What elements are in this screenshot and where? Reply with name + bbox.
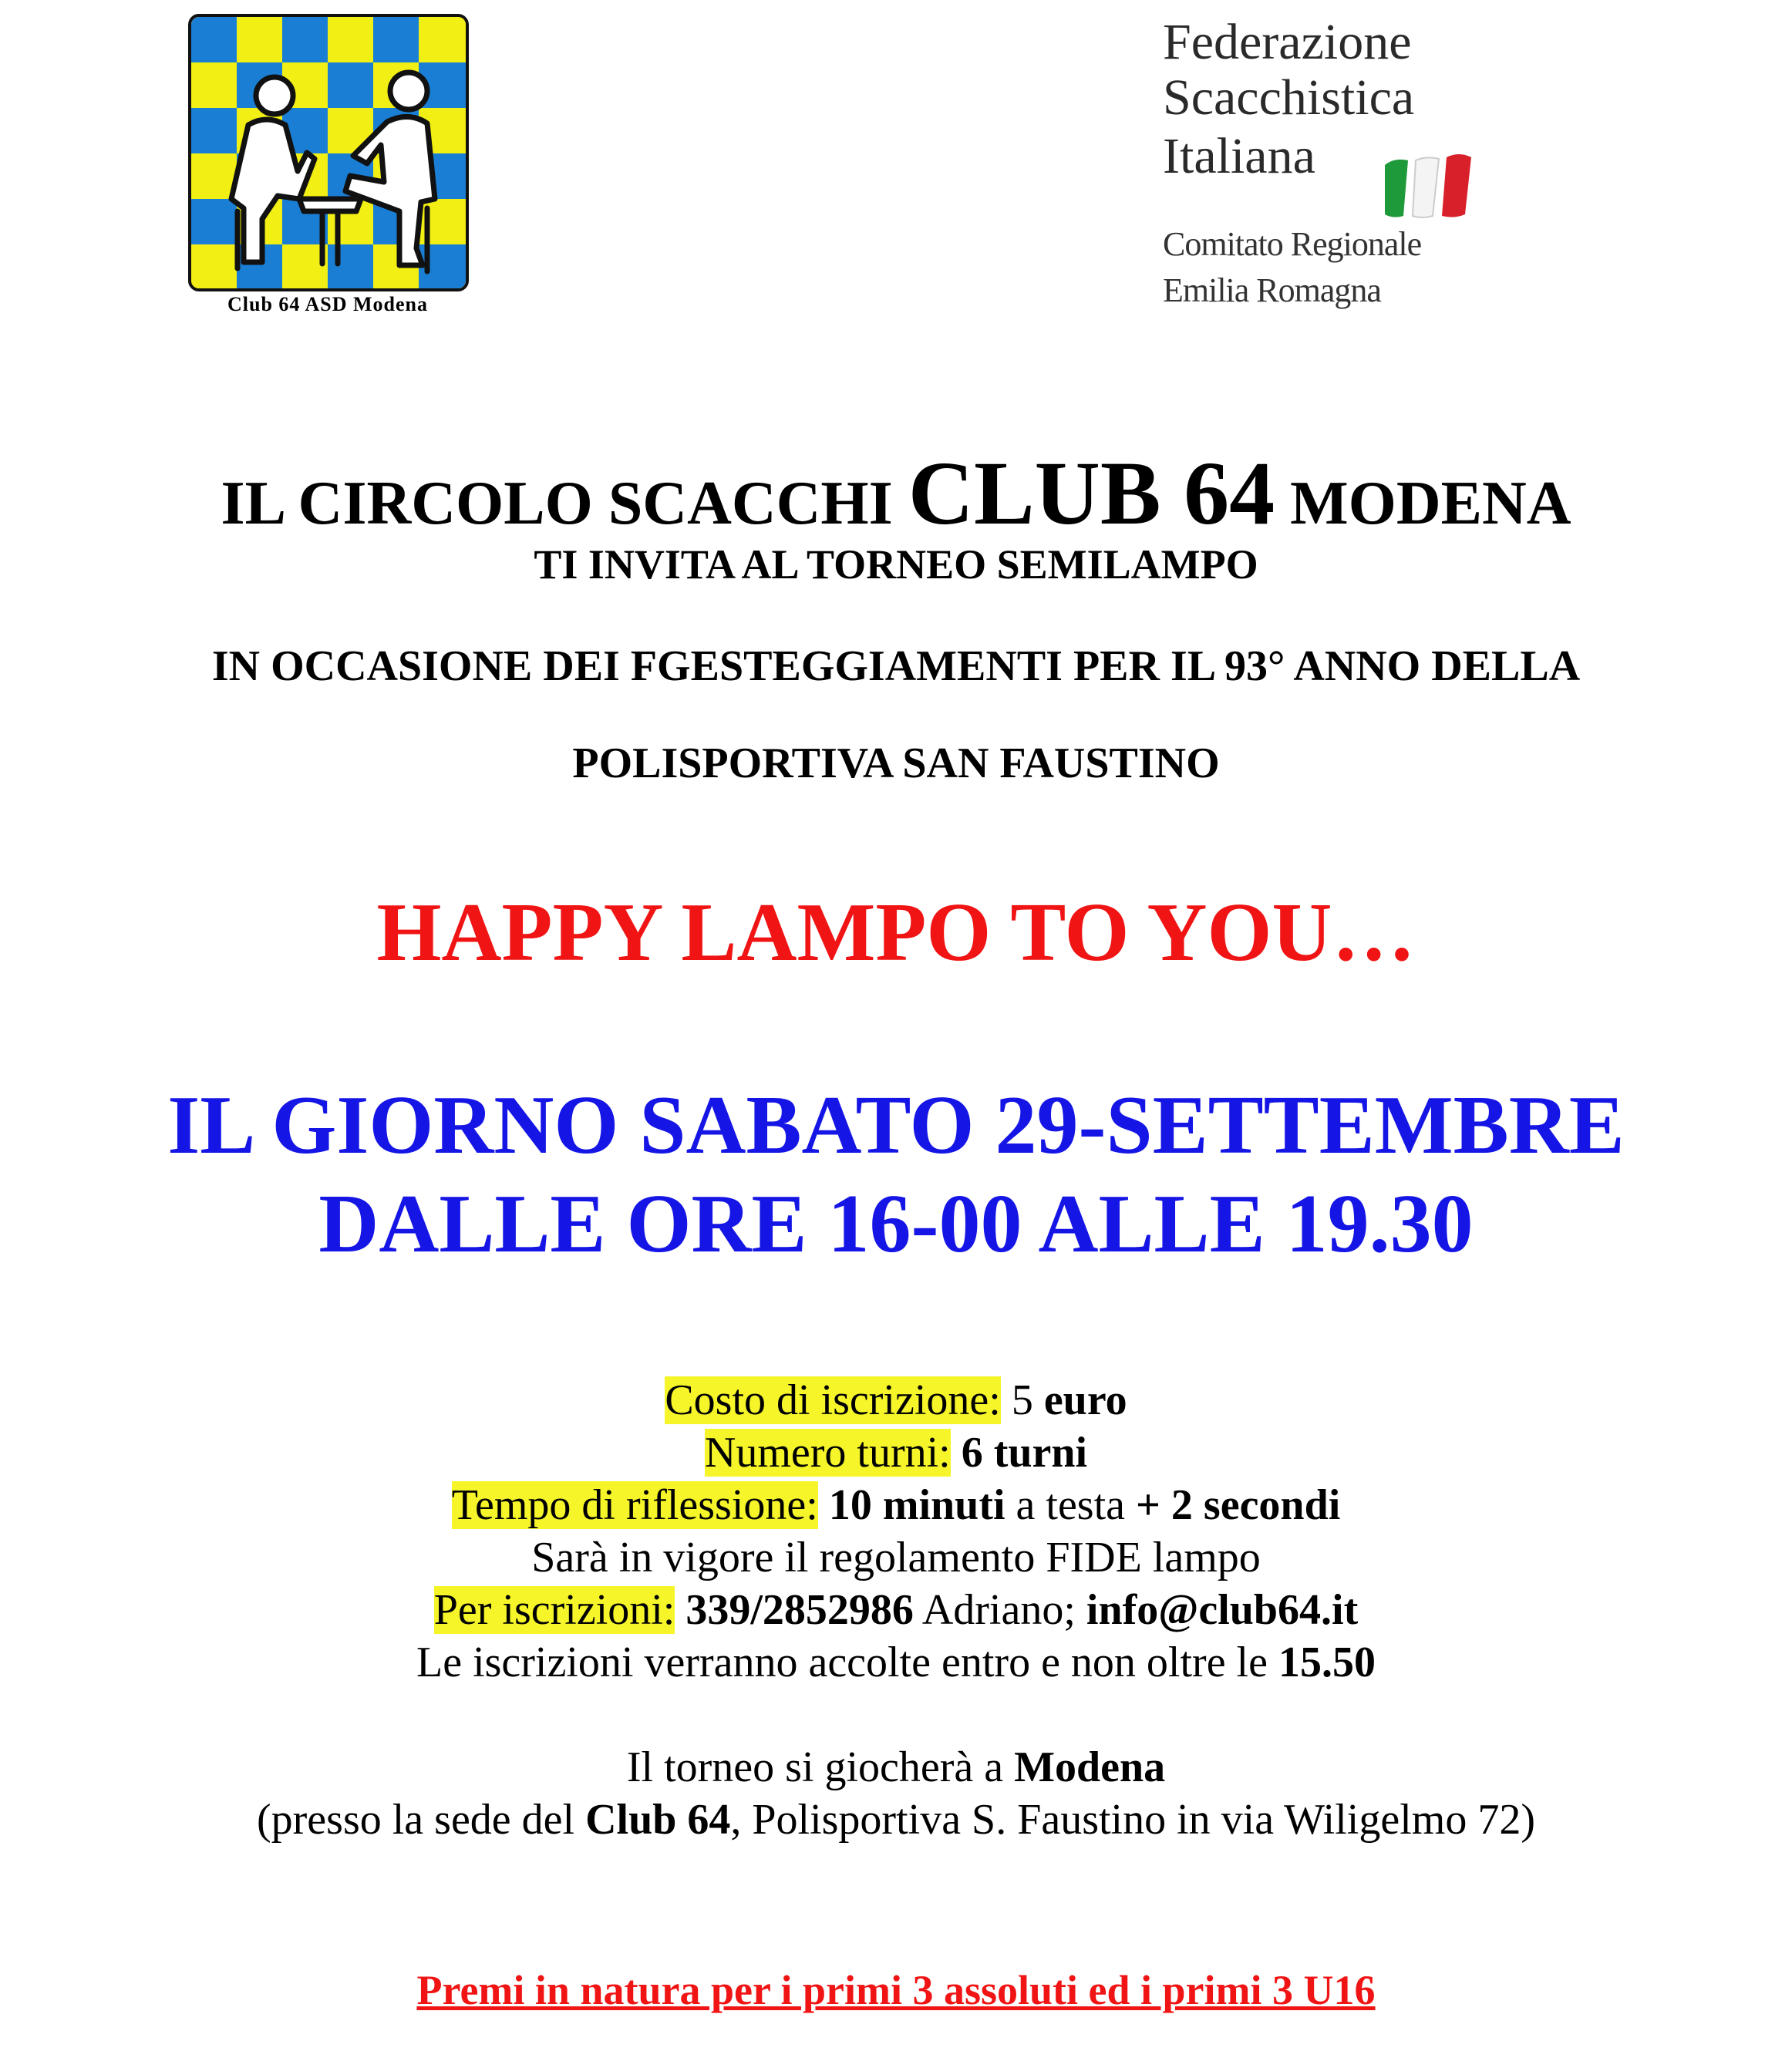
fsi-logo-line-2: Scacchistica — [1163, 69, 1415, 126]
registration-contact-name: Adriano; — [913, 1586, 1086, 1634]
fee-label: Costo di iscrizione: — [665, 1376, 1001, 1424]
rounds-label: Numero turni: — [704, 1429, 951, 1477]
event-time: DALLE ORE 16-00 ALLE 19.30 — [318, 1178, 1474, 1270]
fee-unit: euro — [1043, 1376, 1127, 1424]
fee-line — [0, 1374, 1792, 1426]
event-date: IL GIORNO SABATO 29-SETTEMBRE — [167, 1080, 1625, 1171]
venue-address-post: , Polisportiva S. Faustino in via Wiligelmo 72) — [730, 1796, 1535, 1844]
event-name: HAPPY LAMPO TO YOU… — [376, 887, 1416, 978]
rounds-value: 6 turni — [950, 1429, 1088, 1477]
fee-amount: 5 — [1000, 1376, 1044, 1424]
title-prefix: IL CIRCOLO SCACCHI — [221, 470, 908, 537]
fsi-logo — [1163, 15, 1517, 316]
title-suffix: MODENA — [1275, 470, 1571, 537]
venue-intro: Il torneo si giocherà a — [626, 1743, 1015, 1791]
chess-players-icon — [191, 17, 466, 288]
venue-address-pre: (presso la sede del — [257, 1796, 586, 1844]
deadline-line — [0, 1636, 1792, 1689]
time-control-minutes: 10 minuti — [817, 1481, 1005, 1529]
deadline-time: 15.50 — [1278, 1639, 1376, 1686]
prizes-line: Premi in natura per i primi 3 assoluti ed i primi 3 U16 — [416, 1967, 1376, 2013]
subtitle: TI INVITA AL TORNEO SEMILAMPO — [534, 541, 1258, 588]
fsi-logo-line-1: Federazione — [1163, 14, 1412, 70]
time-control-increment: + 2 secondi — [1136, 1481, 1341, 1529]
club64-logo-caption: Club 64 ASD Modena — [227, 293, 428, 315]
fsi-logo-line-3: Italiana — [1163, 128, 1315, 184]
registration-phone: 339/2852986 — [675, 1586, 914, 1634]
title-club-name: CLUB 64 — [908, 443, 1275, 544]
venue-line-1 — [0, 1741, 1792, 1794]
fsi-logo-sub-line-2: Emilia Romagna — [1163, 271, 1381, 309]
venue-club: Club 64 — [585, 1796, 731, 1844]
venue-line-2 — [0, 1794, 1792, 1846]
registration-label: Per iscrizioni: — [433, 1586, 675, 1634]
venue-city: Modena — [1014, 1743, 1166, 1791]
occasion-line-1: IN OCCASIONE DEI FGESTEGGIAMENTI PER IL 93° ANNO DELLA — [211, 642, 1581, 690]
time-control-mid: a testa — [1005, 1481, 1137, 1529]
registration-email: info@club64.it — [1086, 1586, 1359, 1634]
time-control-line — [0, 1479, 1792, 1531]
occasion-line-2: POLISPORTIVA SAN FAUSTINO — [572, 739, 1220, 787]
club64-logo — [185, 14, 470, 316]
italian-flag-icon — [1377, 142, 1477, 227]
page-title — [0, 443, 1792, 544]
club64-logo-emblem — [188, 14, 469, 291]
rounds-line — [0, 1426, 1792, 1479]
deadline-text: Le iscrizioni verranno accolte entro e non oltre le — [416, 1639, 1278, 1686]
fsi-logo-sub-line-1: Comitato Regionale — [1163, 225, 1422, 263]
time-control-label: Tempo di riflessione: — [451, 1481, 818, 1529]
registration-line — [0, 1584, 1792, 1636]
rules-line: Sarà in vigore il regolamento FIDE lampo — [531, 1534, 1261, 1581]
